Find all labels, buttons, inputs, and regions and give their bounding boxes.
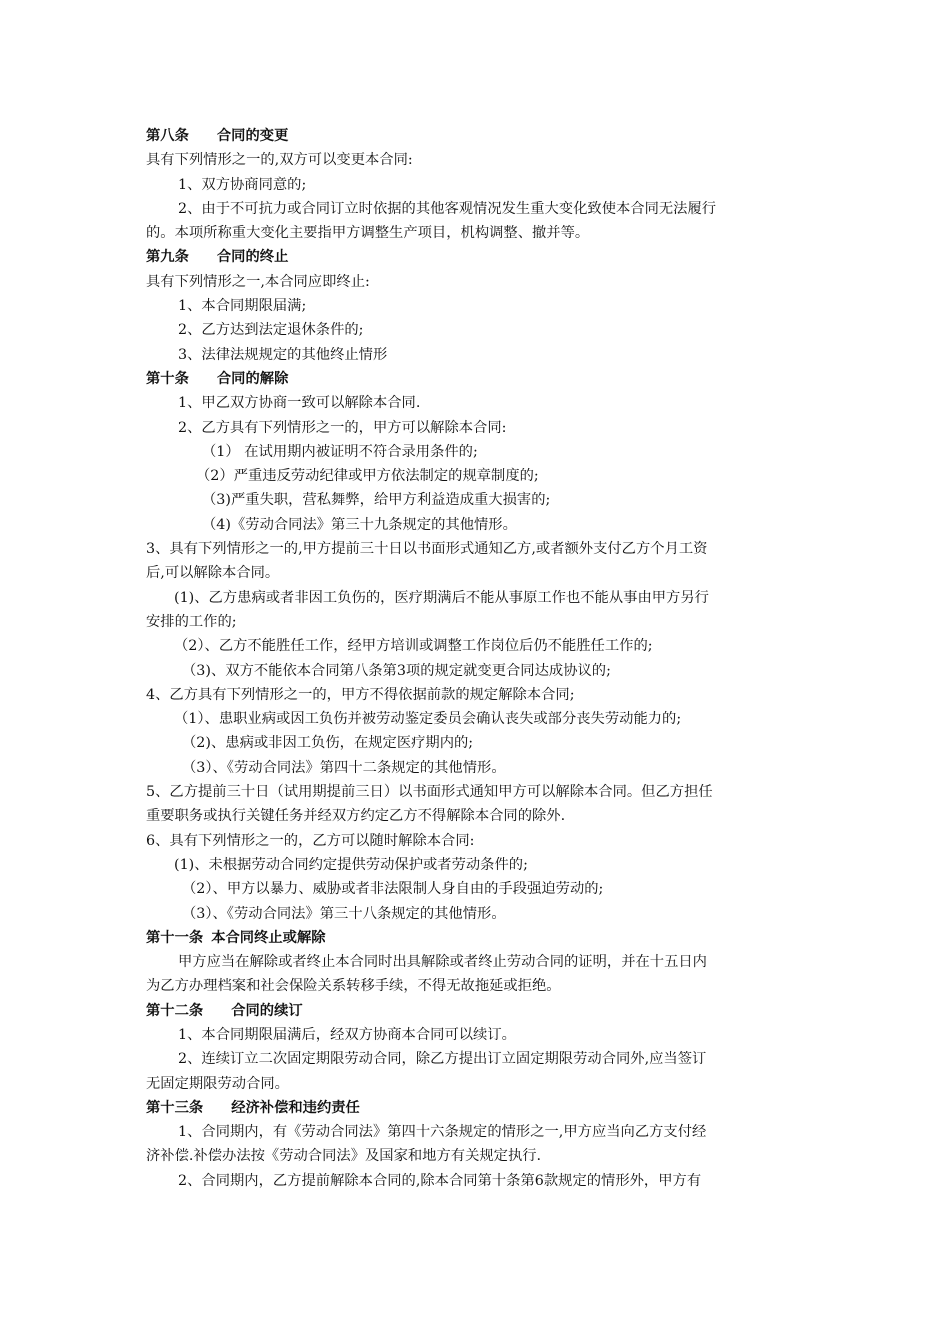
section-number: 第十一条 (146, 929, 204, 946)
list-item: 1、本合同期限届满后，经双方协商本合同可以续订。 (178, 1026, 516, 1043)
list-item: 1、本合同期限届满; (178, 298, 307, 315)
paragraph-continuation: 的。本项所称重大变化主要指甲方调整生产项目，机构调整、撤并等。 (146, 225, 590, 242)
sub-list-item: （4)《劳动合同法》第三十九条规定的其他情形。 (202, 516, 517, 533)
list-item: 6、具有下列情形之一的，乙方可以随时解除本合同: (146, 832, 475, 849)
sub-list-item: （2）、甲方以暴力、威胁或者非法限制人身自由的手段强迫劳动的; (182, 881, 604, 898)
paragraph: 具有下列情形之一的,双方可以变更本合同: (146, 152, 413, 169)
list-item: 3、法律法规规定的其他终止情形 (178, 346, 388, 363)
section-12-heading (146, 999, 810, 1023)
section-8-heading (146, 124, 810, 148)
section-number: 第九条 (146, 249, 189, 266)
list-item: 3、具有下列情形之一的,甲方提前三十日以书面形式通知乙方,或者额外支付乙方个月工资 (146, 541, 708, 558)
sub-list-item: （1）、患职业病或因工负伤并被劳动鉴定委员会确认丧失或部分丧失劳动能力的; (174, 711, 682, 728)
section-title: 本合同终止或解除 (211, 929, 326, 946)
list-item: 2、合同期内，乙方提前解除本合同的,除本合同第十条第6款规定的情形外，甲方有 (178, 1172, 702, 1189)
paragraph-continuation: 安排的工作的; (146, 613, 237, 630)
sub-list-item: (1)、乙方患病或者非因工负伤的，医疗期满后不能从事原工作也不能从事由甲方另行 (174, 589, 709, 606)
list-item: 2、由于不可抗力或合同订立时依据的其他客观情况发生重大变化致使本合同无法履行 (178, 200, 717, 217)
paragraph-continuation: 后,可以解除本合同。 (146, 565, 280, 582)
sub-list-item: （3)严重失职，营私舞弊，给甲方利益造成重大损害的; (202, 492, 551, 509)
section-title: 合同的变更 (216, 128, 289, 144)
sub-list-item: （3）、《劳动合同法》第三十八条规定的其他情形。 (182, 905, 506, 922)
section-title: 合同的终止 (216, 249, 289, 266)
paragraph: 具有下列情形之一,本合同应即终止: (146, 273, 370, 290)
contract-body (146, 124, 810, 1193)
paragraph-continuation: 重要职务或执行关键任务并经双方约定乙方不得解除本合同的除外. (146, 808, 566, 825)
section-number: 第十二条 (146, 1002, 204, 1019)
section-number: 第十三条 (146, 1099, 204, 1116)
section-title: 合同的续订 (231, 1002, 303, 1019)
list-item: 5、乙方提前三十日（试用期提前三日）以书面形式通知甲方可以解除本合同。但乙方担任 (146, 784, 713, 801)
paragraph-continuation: 济补偿.补偿办法按《劳动合同法》及国家和地方有关规定执行. (146, 1148, 542, 1165)
sub-list-item: （1） 在试用期内被证明不符合录用条件的; (202, 443, 478, 460)
list-item: 2、连续订立二次固定期限劳动合同，除乙方提出订立固定期限劳动合同外,应当签订 (178, 1051, 707, 1068)
paragraph-continuation: 无固定期限劳动合同。 (146, 1075, 289, 1092)
section-11-heading (146, 926, 810, 950)
section-title: 经济补偿和违约责任 (231, 1099, 360, 1116)
sub-list-item: (1)、未根据劳动合同约定提供劳动保护或者劳动条件的; (174, 856, 528, 873)
sub-list-item: （2)、患病或非因工负伤，在规定医疗期内的; (182, 735, 474, 752)
paragraph: 甲方应当在解除或者终止本合同时出具解除或者终止劳动合同的证明，并在十五日内 (178, 954, 707, 971)
section-13-heading (146, 1096, 810, 1120)
section-title: 合同的解除 (216, 370, 289, 387)
section-10-heading (146, 367, 810, 391)
sub-list-item: （3）、《劳动合同法》第四十二条规定的其他情形。 (182, 759, 506, 776)
section-9-heading (146, 245, 810, 269)
section-number: 第十条 (146, 370, 189, 387)
section-number: 第八条 (146, 128, 189, 144)
list-item: 1、合同期内，有《劳动合同法》第四十六条规定的情形之一,甲方应当向乙方支付经 (178, 1124, 707, 1141)
list-item: 2、乙方具有下列情形之一的，甲方可以解除本合同: (178, 419, 507, 436)
sub-list-item: （3)、双方不能依本合同第八条第3项的规定就变更合同达成协议的; (182, 662, 611, 679)
list-item: 2、乙方达到法定退休条件的; (178, 322, 364, 339)
list-item: 1、双方协商同意的; (178, 176, 307, 193)
paragraph-continuation: 为乙方办理档案和社会保险关系转移手续，不得无故拖延或拒绝。 (146, 978, 561, 995)
sub-list-item: （2）、乙方不能胜任工作，经甲方培训或调整工作岗位后仍不能胜任工作的; (174, 638, 653, 655)
list-item: 1、甲乙双方协商一致可以解除本合同. (178, 395, 421, 412)
sub-list-item: （2）严重违反劳动纪律或甲方依法制定的规章制度的; (196, 468, 539, 485)
list-item: 4、乙方具有下列情形之一的，甲方不得依据前款的规定解除本合同; (146, 686, 575, 703)
